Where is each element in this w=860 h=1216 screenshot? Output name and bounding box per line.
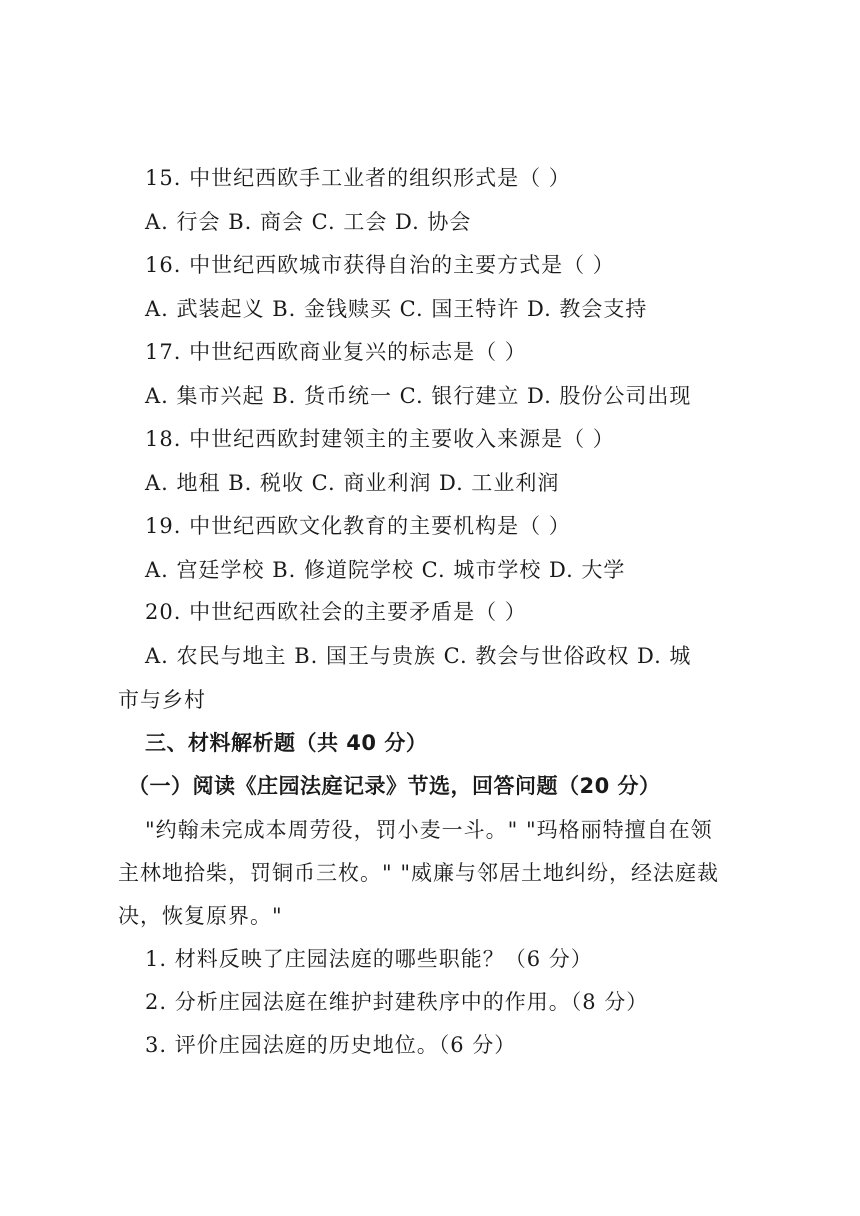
question-15-stem: 15. 中世纪西欧手工业者的组织形式是（ ） [145,166,571,190]
section-heading: 三、材料解析题（共 40 分） [145,731,428,755]
question-18-stem: 18. 中世纪西欧封建领主的主要收入来源是（ ） [145,427,615,451]
question-15-options: A. 行会 B. 商会 C. 工会 D. 协会 [145,210,472,234]
question-17-stem: 17. 中世纪西欧商业复兴的标志是（ ） [145,340,527,364]
material-line-2: 主林地拾柴，罚铜币三枚。" "威廉与邻居土地纠纷，经法庭裁 [118,861,719,885]
material-line-1: "约翰未完成本周劳役，罚小麦一斗。" "玛格丽特擅自在领 [145,818,713,842]
material-line-3: 决，恢复原界。" [118,904,283,928]
question-16-stem: 16. 中世纪西欧城市获得自治的主要方式是（ ） [145,253,615,277]
sub-question-3: 3. 评价庄园法庭的历史地位。（6 分） [145,1033,517,1057]
question-19-stem: 19. 中世纪西欧文化教育的主要机构是（ ） [145,514,571,538]
sub-question-1: 1. 材料反映了庄园法庭的哪些职能？（6 分） [145,947,593,971]
section-subheading: （一）阅读《庄园法庭记录》节选，回答问题（20 分） [128,774,661,798]
question-20-options-continued: 市与乡村 [118,688,206,712]
question-20-options: A. 农民与地主 B. 国王与贵族 C. 教会与世俗政权 D. 城 [145,644,692,668]
question-17-options: A. 集市兴起 B. 货币统一 C. 银行建立 D. 股份公司出现 [145,384,692,408]
question-18-options: A. 地租 B. 税收 C. 商业利润 D. 工业利润 [145,471,560,495]
question-20-stem: 20. 中世纪西欧社会的主要矛盾是（ ） [145,600,527,624]
question-19-options: A. 宫廷学校 B. 修道院学校 C. 城市学校 D. 大学 [145,558,626,582]
question-16-options: A. 武装起义 B. 金钱赎买 C. 国王特许 D. 教会支持 [145,297,648,321]
sub-question-2: 2. 分析庄园法庭在维护封建秩序中的作用。（8 分） [145,990,649,1014]
